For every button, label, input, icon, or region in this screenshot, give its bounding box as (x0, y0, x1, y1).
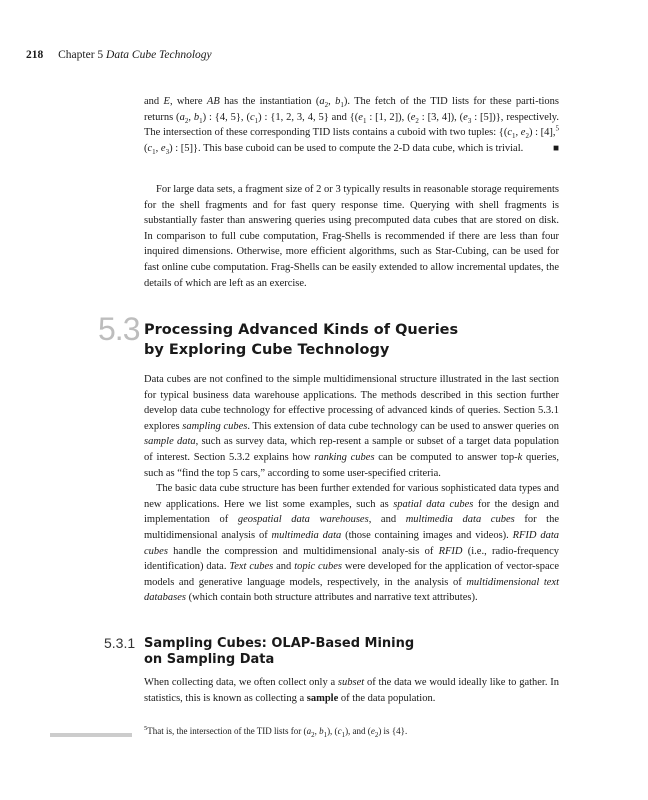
end-of-example-marker: ■ (552, 142, 559, 154)
chapter-label: Chapter 5 (58, 49, 104, 61)
subsection-title: Sampling Cubes: OLAP-Based Mining on Sampling Data (144, 636, 415, 667)
section-title: Processing Advanced Kinds of Queries by Exploring Cube Technology (144, 322, 459, 358)
footnote-rule (50, 733, 132, 737)
paragraph-example-end: and E, where AB has the instantiation ($a_2$, $b_1$). The fetch of the TID lists for these parti-tions returns ($a_2$, $b_1$) : {4, 5}, $(c_1)$ : {1, 2, 3, 4, 5} and {($e_1$ : [1, 2]), ($e_2$ : [3, 4]), ($e_3$ : [5])}, respectively. The intersection of these corresponding TID lists contains a cuboid with two tuples: {($c_1$, $e_2$) : [4],$^5$ ($c_1$, $e_3$) : [5]}. This base cuboid can be used to compute the 2-D data cube, which is trivial. ■ (144, 96, 560, 156)
subsection-body: When collecting data, we often collect only a subset of the data we would ideally like to gather. In statistics, this is known as collecting a sample of the data population. (144, 677, 559, 704)
section-body: Data cubes are not confined to the simple multidimensional structure illustrated in the last section for typical business data warehouse applications. The methods described in this section further develop data cube technology for effective processing of advanced kinds of queries. Section 5.3.1 explores sampling cubes. This extension of data cube technology can be used to answer queries on sample data, such as survey data, which rep-resent a sample or subset of a target data population of interest. Section 5.3.2 explains how ranking cubes can be computed to answer top-k queries, such as “find the top 5 cars,” according to some user-specified criteria. The basic data cube structure has been further extended for various sophisticated data types and new applications. Here we list some examples, such as spatial data cubes for the design and implementation of geospatial data warehouses, and multimedia data cubes for the multidimensional analysis of multimedia data (those containing images and videos). RFID data cubes handle the compression and multidimensional analy-sis of RFID (i.e., radio-frequency identification) data. Text cubes and topic cubes were developed for the application of vector-space models and generative language models, respectively, in the analysis of multidimensional text databases (which contain both structure attributes and narrative text attributes). (144, 374, 560, 604)
paragraph-frag-shells: For large data sets, a fragment size of 2 or 3 typically results in reasonable storage requirements for the shell fragments and for fast query response time. Querying with shell fragments is substantially faster than answering queries using precomputed data cubes that are stored on disk. In comparison to full cube computation, Frag-Shells is recommended if there are less than four inquired dimensions. Otherwise, more efficient algorithms, such as Star-Cubing, can be used for fast online cube computation. Frag-Shells can be easily extended to allow incremental updates, the details of which are left as an exercise. (144, 184, 559, 289)
running-header (26, 49, 212, 61)
subsection-number: 5.3.1 (104, 635, 136, 651)
section-number: 5.3 (98, 311, 140, 347)
footnote: $^5$That is, the intersection of the TID lists for ($a_2$, $b_1$), $(c_1)$, and $(e_2)$ is {4}. (144, 725, 408, 739)
chapter-title: Data Cube Technology (106, 49, 212, 61)
page-number: 218 (26, 49, 44, 61)
